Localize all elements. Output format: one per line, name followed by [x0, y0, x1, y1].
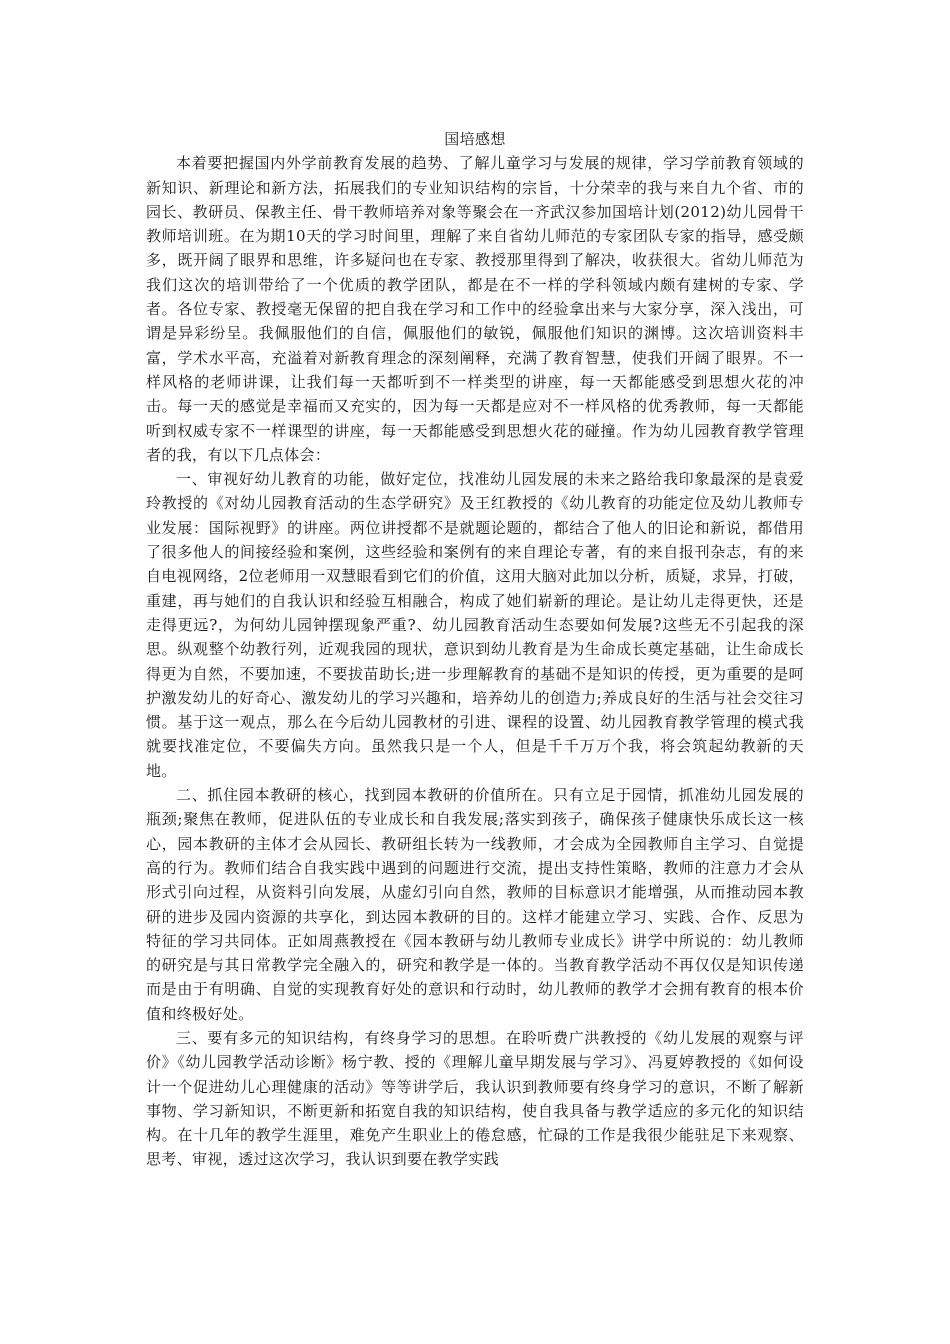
paragraph-point-one: 一、审视好幼儿教育的功能，做好定位，找准幼儿园发展的未来之路给我印象最深的是袁爱玲教授的《对幼儿园教育活动的生态学研究》及王红教授的《幼儿教育的功能定位及幼儿教师专业发展：国际视野》的讲座。两位讲授都不是就题论题的，都结合了他人的旧论和新说，都借用了很多他人的间接经验和案例，这些经验和案例有的来自理论专著，有的来自报刊杂志，有的来自电视网络，2位老师用一双慧眼看到它们的价值，这用大脑对此加以分析，质疑，求异，打破，重建，再与她们的自我认识和经验互相融合，构成了她们崭新的理论。是让幼儿走得更快，还是走得更远?，为何幼儿园钟摆现象严重?、幼儿园教育活动生态要如何发展?这些无不引起我的深思。纵观整个幼教行列，近观我园的现状，意识到幼儿教育是为生命成长奠定基础，让生命成长得更为自然，不要加速，不要拔苗助长;进一步理解教育的基础不是知识的传授，更为重要的是呵护激发幼儿的好奇心、激发幼儿的学习兴趣和，培养幼儿的创造力;养成良好的生活与社会交往习惯。基于这一观点，那么在今后幼儿园教材的引进、课程的设置、幼儿园教育教学管理的模式我就要找准定位，不要偏失方向。虽然我只是一个人，但是千千万万个我，将会筑起幼教新的天地。 [146, 470, 804, 780]
paragraph-point-two: 二、抓住园本教研的核心，找到园本教研的价值所在。只有立足于园情，抓准幼儿园发展的瓶颈;聚焦在教师，促进队伍的专业成长和自我发展;落实到孩子，确保孩子健康快乐成长这一核心，园本教研的主体才会从园长、教研组长转为一线教师，才会成为全园教师自主学习、自觉提高的行为。教师们结合自我实践中遇到的问题进行交流，提出支持性策略，教师的注意力才会从形式引向过程，从资料引向发展，从虚幻引向自然，教师的目标意识才能增强，从而推动园本教研的进步及园内资源的共享化，到达园本教研的目的。这样才能建立学习、实践、合作、反思为特征的学习共同体。正如周燕教授在《园本教研与幼儿教师专业成长》讲学中所说的：幼儿教师的研究是与其日常教学完全融入的，研究和教学是一体的。当教育教学活动不再仅仅是知识传递而是由于有明确、自觉的实现教育好处的意识和行动时，幼儿教师的教学才会拥有教育的根本价值和终极好处。 [146, 786, 804, 1023]
document-title: 国培感想 [444, 130, 506, 148]
paragraph-intro: 本着要把握国内外学前教育发展的趋势、了解儿童学习与发展的规律，学习学前教育领域的新知识、新理论和新方法，拓展我们的专业知识结构的宗旨，十分荣幸的我与来自九个省、市的园长、教研员、保教主任、骨干教师培养对象等聚会在一齐武汉参加国培计划(2012)幼儿园骨干教师培训班。在为期10天的学习时间里，理解了来自省幼儿师范的专家团队专家的指导，感受颇多，既开阔了眼界和思维，许多疑问也在专家、教授那里得到了解决，收获很大。省幼儿师范为我们这次的培训带给了一个优质的教学团队，都是在不一样的学科领域内颇有建树的专家、学者。各位专家、教授毫无保留的把自我在学习和工作中的经验拿出来与大家分享，深入浅出，可谓是异彩纷呈。我佩服他们的自信，佩服他们的敏锐，佩服他们知识的渊博。这次培训资料丰富，学术水平高，充溢着对新教育理念的深刻阐释，充满了教育智慧，使我们开阔了眼界。不一样风格的老师讲课，让我们每一天都听到不一样类型的讲座，每一天都能感受到思想火花的冲击。每一天的感觉是幸福而又充实的，因为每一天都是应对不一样风格的优秀教师，每一天都能听到权威专家不一样课型的讲座，每一天都能感受到思想火花的碰撞。作为幼儿园教育教学管理者的我，有以下几点体会： [146, 154, 804, 464]
document-body [146, 127, 804, 1172]
paragraph-point-three: 三、要有多元的知识结构，有终身学习的思想。在聆听费广洪教授的《幼儿发展的观察与评价》《幼儿园教学活动诊断》杨宁教、授的《理解儿童早期发展与学习》、冯夏婷教授的《如何设计一个促进幼儿心理健康的活动》等等讲学后，我认识到教师要有终身学习的意识，不断了解新事物、学习新知识，不断更新和拓宽自我的知识结构，使自我具备与教学适应的多元化的知识结构。在十几年的教学生涯里，难免产生职业上的倦怠感，忙碌的工作是我很少能驻足下来观察、思考、审视，透过这次学习，我认识到要在教学实践 [146, 1028, 804, 1169]
